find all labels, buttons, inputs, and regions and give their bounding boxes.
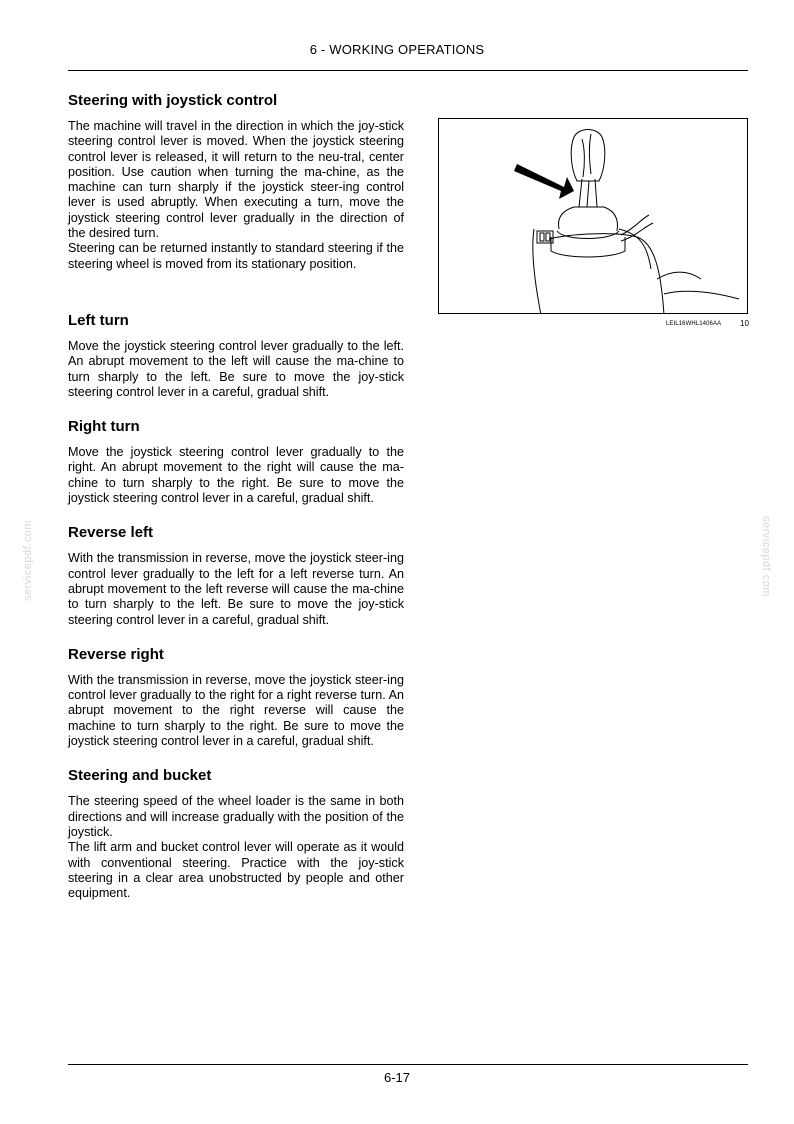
section-heading: Reverse right xyxy=(68,645,164,663)
joystick-illustration xyxy=(439,119,748,314)
section-paragraph: With the transmission in reverse, move the joystick steer-ing control lever gradually to the right for a right reverse turn. An abrupt movement to the right reverse will cause the machine to turn sharply to the right. Be sure to move the joystick steering control lever in a careful, gradual shift. xyxy=(68,672,404,749)
footer-rule xyxy=(68,1064,748,1065)
section-paragraph: The steering speed of the wheel loader is the same in both directions and will increase gradually with the position of the joystick. xyxy=(68,794,404,839)
section-paragraph: Move the joystick steering control lever gradually to the right. An abrupt movement to the right will cause the ma-chine to turn sharply to the right. Be sure to move the joystick steering control lever in a careful, gradual shift. xyxy=(68,445,404,506)
watermark-right: servicepdf.com xyxy=(760,516,772,597)
section-reverse-left xyxy=(68,524,404,627)
section-paragraph: Steering can be returned instantly to standard steering if the steering wheel is moved from its stationary position. xyxy=(68,241,404,271)
section-reverse-right xyxy=(68,646,404,749)
section-paragraph: The lift arm and bucket control lever will operate as it would with conventional steering. Practice with the joy-stick steering in a clear area unobstructed by people and other equipment. xyxy=(68,840,404,901)
section-paragraph: The machine will travel in the direction in which the joy-stick steering control lever is moved. When the joystick steering control lever is released, it will return to the neu-tral, center position. Use caution when turning the ma-chine, as the machine can turn sharply if the joystick steer-ing control lever is used abruptly. When executing a turn, move the joystick steering control lever gradually in the direction of the desired turn. xyxy=(68,119,404,241)
section-paragraph: Move the joystick steering control lever gradually to the left. An abrupt movement to the left will cause the ma-chine to turn sharply to the left. Be sure to move the joy-stick steering control lever in a careful, gradual shift. xyxy=(68,338,404,399)
section-steering-bucket xyxy=(68,767,404,901)
section-right-turn xyxy=(68,418,404,506)
section-left-turn xyxy=(68,312,404,400)
arrow-pointer-icon xyxy=(514,164,574,199)
section-heading: Steering and bucket xyxy=(68,767,212,785)
header-rule xyxy=(68,70,748,71)
main-content xyxy=(68,92,404,919)
figure-number: 10 xyxy=(740,319,749,328)
page-header-title: 6 - WORKING OPERATIONS xyxy=(309,42,485,57)
page-number: 6-17 xyxy=(383,1070,411,1085)
watermark-left: servicepdf.com xyxy=(22,520,34,601)
section-heading: Reverse left xyxy=(68,524,154,542)
joystick-figure xyxy=(438,118,748,314)
section-heading: Steering with joystick control xyxy=(68,92,278,109)
section-steering-joystick xyxy=(68,92,404,272)
section-paragraph: With the transmission in reverse, move the joystick steer-ing control lever gradually to the left for a left reverse turn. An abrupt movement to the left reverse will cause the ma-chine to turn sharply to the left. Be sure to move the joy-stick steering control lever in a careful, gradual shift. xyxy=(68,551,404,627)
section-heading: Left turn xyxy=(68,311,129,329)
section-heading: Right turn xyxy=(68,418,140,436)
figure-code: LEIL16WHL1406AA xyxy=(666,321,722,327)
